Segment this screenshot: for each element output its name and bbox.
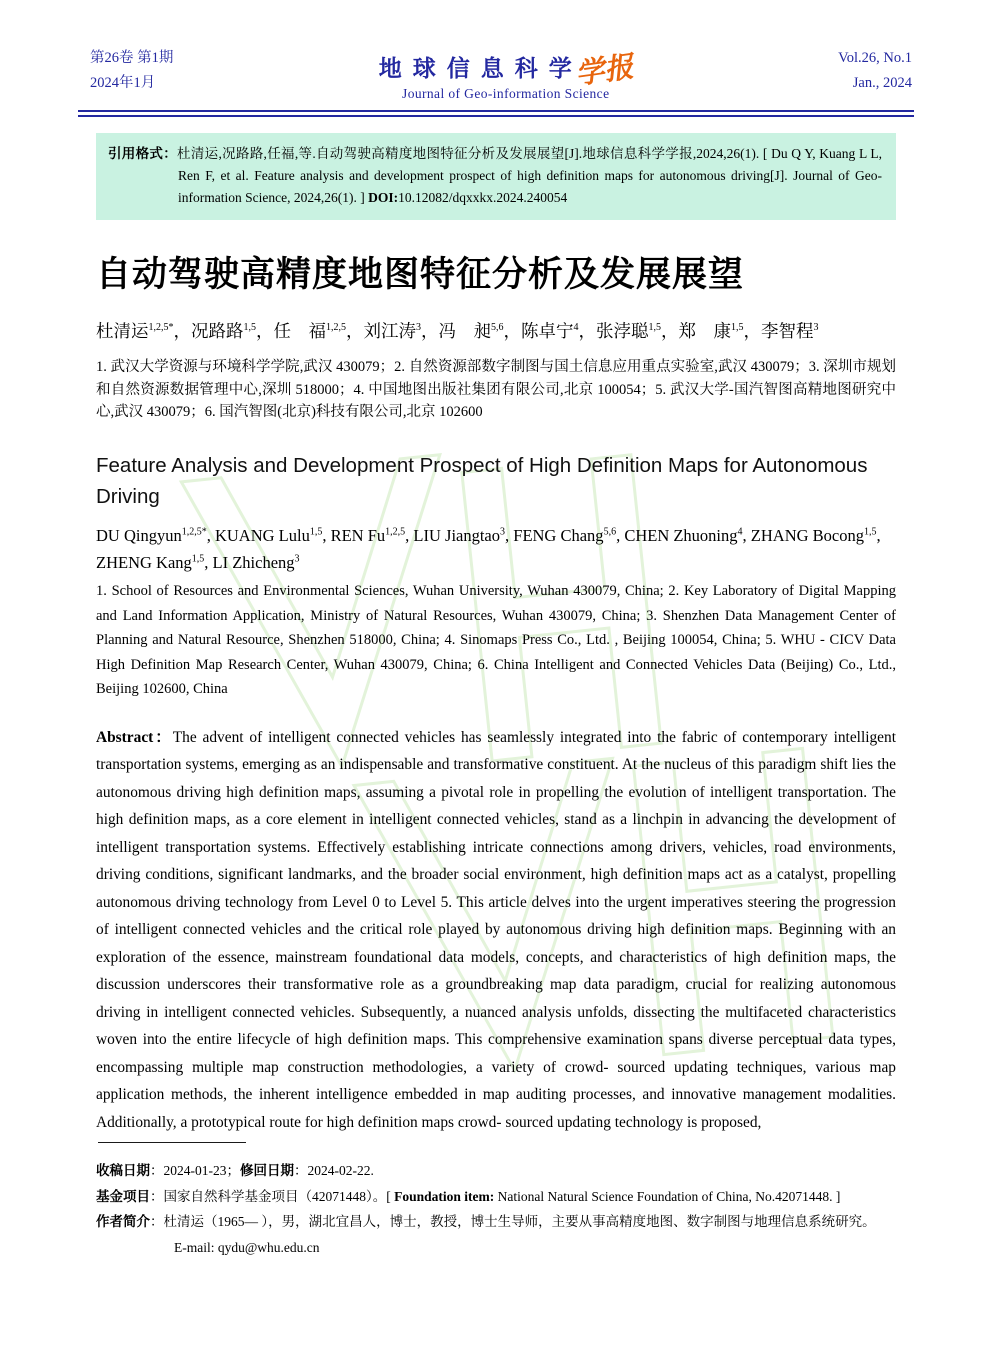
abstract-text: The advent of intelligent connected vehicles has seamlessly integrated into the fabric of contemporary intelligent transportation systems, emerging as an indispensable and transformative constituent. At the nucleus of this paradigm shift lies the autonomous driving high definition maps, assuming a pivotal role in propelling the evolution of intelligent transportation. The high definition maps, as a core element in intelligent connected vehicles, stand as a linchpin in advancing the development of intelligent transportation systems. Effectively establishing intricate connections among drivers, vehicles, road environments, driving conditions, significant landmarks, and the broader social environment, high definition maps act as a catalyst, propelling autonomous driving technology from Level 0 to Level 5. This article delves into the urgent imperatives steering the progression of intelligent connected vehicles and the critical role played by autonomous driving high definition maps. Beginning with an exploration of the essence, mainstream foundational data models, concepts, and characteristics of high definition maps, the discussion underscores their transformative role as a groundbreaking map data paradigm, crucial for realizing autonomous driving in intelligent connected vehicles. Subsequently, a nuanced analysis unfolds, dissecting the multifaceted characteristics woven into the entire lifecycle of high definition maps. This comprehensive examination spans diverse perceptual data types, encompassing multiple map construction methodologies, a variety of crowd- sourced updating techniques, various map application methods, the inherent intelligence embedded in map auditing processes, and innovative management modalities. Additionally, a prototypical route for high definition maps crowd- sourced updating technology is proposed,	[96, 728, 896, 1131]
bio-text: ：杜清运（1965— ），男，湖北宜昌人，博士，教授，博士生导师，主要从事高精度地图、数字制图与地理信息系统研究。	[150, 1214, 876, 1229]
affiliations-cn: 1. 武汉大学资源与环境科学学院,武汉 430079；2. 自然资源部数字制图与国土信息应用重点实验室,武汉 430079；3. 深圳市规划和自然资源数据管理中心,深圳 518000；4. 中国地图出版社集团有限公司,北京 100054；5. 武汉大学-国汽智图高精地图研究中心,武汉 430079；6. 国汽智图(北京)科技有限公司,北京 102600	[96, 359, 896, 420]
doi-value: 10.12082/dqxxkx.2024.240054	[398, 190, 568, 205]
author-name: ，任 福	[256, 321, 326, 341]
citation-box	[96, 133, 896, 220]
author-superscript: 5,6	[491, 322, 504, 334]
author-name: ，张浡聪	[578, 321, 649, 341]
foundation-text-cn: ：国家自然科学基金项目（42071448）。[	[150, 1188, 395, 1204]
author-name: DU Qingyun	[96, 526, 182, 546]
foundation-label-cn: 基金项目	[96, 1188, 150, 1204]
authors-cn	[96, 318, 896, 343]
journal-title-en: Journal of Geo-information Science	[402, 86, 610, 101]
journal-header	[90, 46, 912, 102]
author-superscript: 1,5	[731, 322, 744, 334]
author-superscript: 1,2,5	[385, 526, 406, 538]
author-name: ，刘江涛	[346, 321, 416, 341]
author-name: ，李智程	[743, 321, 814, 341]
doi-label: DOI:	[368, 190, 399, 205]
author-email: E-mail: qydu@whu.edu.cn	[174, 1239, 320, 1255]
author-superscript: 4	[573, 322, 579, 334]
author-name: , REN Fu	[322, 526, 386, 546]
author-superscript: 5,6	[603, 526, 617, 538]
author-name: , LI Zhicheng	[204, 552, 295, 572]
volume-cn: 第26卷 第1期	[90, 50, 174, 66]
footnotes	[96, 1142, 900, 1260]
author-name: , ZHANG Bocong	[742, 526, 864, 546]
header-left	[90, 46, 173, 97]
paper-title-en: Feature Analysis and Development Prospect of High Definition Maps for Autonomous Driving	[96, 453, 868, 509]
author-superscript: 1,5	[191, 553, 205, 565]
author-superscript: 1,5	[863, 526, 877, 538]
journal-title-cn: 地球信息科学	[378, 55, 583, 81]
received-date: ：2024-01-23；	[150, 1163, 240, 1178]
citation-text: 杜清运,况路路,任福,等.自动驾驶高精度地图特征分析及发展展望[J].地球信息科学学报,2024,26(1). [ Du Q Y, Kuang L L, Ren F, et al. Feature analysis and development prospect of high definition maps for autonomous driving[J]. Journal of Geo-information Science, 2024,26(1). ]	[177, 146, 882, 205]
foundation-label-en: Foundation item:	[394, 1188, 495, 1204]
author-name: ，冯 昶	[421, 321, 491, 341]
author-superscript: 4	[737, 526, 743, 538]
author-name: ，况路路	[173, 321, 244, 341]
header-rule	[78, 110, 914, 117]
citation-label: 引用格式：	[108, 146, 178, 161]
author-superscript: 1,5	[648, 322, 661, 334]
paper-title-cn: 自动驾驶高精度地图特征分析及发展展望	[96, 255, 745, 294]
footnote-author-bio	[96, 1209, 900, 1235]
author-superscript: 3	[416, 322, 421, 334]
revised-label: 修回日期	[240, 1163, 294, 1178]
received-label: 收稿日期	[96, 1163, 150, 1178]
author-name: , FENG Chang	[505, 526, 604, 546]
issue-date-cn: 2024年1月	[90, 75, 156, 92]
foundation-text-en: National Natural Science Foundation of China, No.42071448. ]	[494, 1188, 841, 1204]
author-name: , KUANG Lulu	[206, 526, 310, 546]
footnote-rule	[98, 1142, 246, 1143]
volume-en: Vol.26, No.1	[838, 50, 912, 66]
author-name: 杜清运	[96, 321, 149, 341]
author-name: ，郑 康	[661, 321, 731, 341]
author-superscript: 1,2,5*	[181, 526, 207, 538]
author-name: , ZHENG Kang	[96, 526, 881, 572]
issue-date-en: Jan., 2024	[852, 75, 912, 92]
journal-logo	[378, 48, 636, 102]
author-superscript: 3	[294, 553, 300, 565]
journal-logo-script: 学报	[572, 49, 636, 91]
author-superscript: 1,5	[309, 526, 323, 538]
header-right	[838, 46, 912, 97]
author-superscript: 3	[500, 526, 506, 538]
paper-content	[96, 133, 896, 1136]
citation-text-block	[108, 143, 882, 209]
footnote-received	[96, 1158, 900, 1184]
author-superscript: 3	[813, 322, 819, 334]
abstract	[96, 724, 896, 1137]
revised-date: ：2024-02-22.	[294, 1163, 374, 1178]
bio-label: 作者简介	[96, 1214, 150, 1229]
authors-en	[96, 523, 896, 576]
author-name: , CHEN Zhuoning	[616, 526, 738, 546]
footnote-foundation	[96, 1184, 900, 1210]
author-superscript: 1,5	[243, 322, 256, 334]
abstract-label: Abstract：	[96, 728, 173, 746]
affiliations-en: 1. School of Resources and Environmental Sciences, Wuhan University, Wuhan 430079, China; 2. Key Laboratory of Digital Mapping and Land Information Application, Ministry of Natural Resources, Wuhan 430079, China; 3. Shenzhen Data Management Center of Planning and Natural Resource, Shenzhen 518000, China; 4. Sinomaps Press Co., Ltd. , Beijing 100054, China; 5. WHU - CICV Data High Definition Map Research Center, Wuhan 430079, China; 6. China Intelligent and Connected Vehicles Data (Beijing) Co., Ltd., Beijing 102600, China	[96, 583, 896, 698]
author-name: , LIU Jiangtao	[405, 526, 501, 546]
author-superscript: 1,2,5	[326, 322, 346, 334]
author-superscript: 1,2,5*	[148, 322, 174, 334]
author-name: ，陈卓宁	[503, 321, 574, 341]
